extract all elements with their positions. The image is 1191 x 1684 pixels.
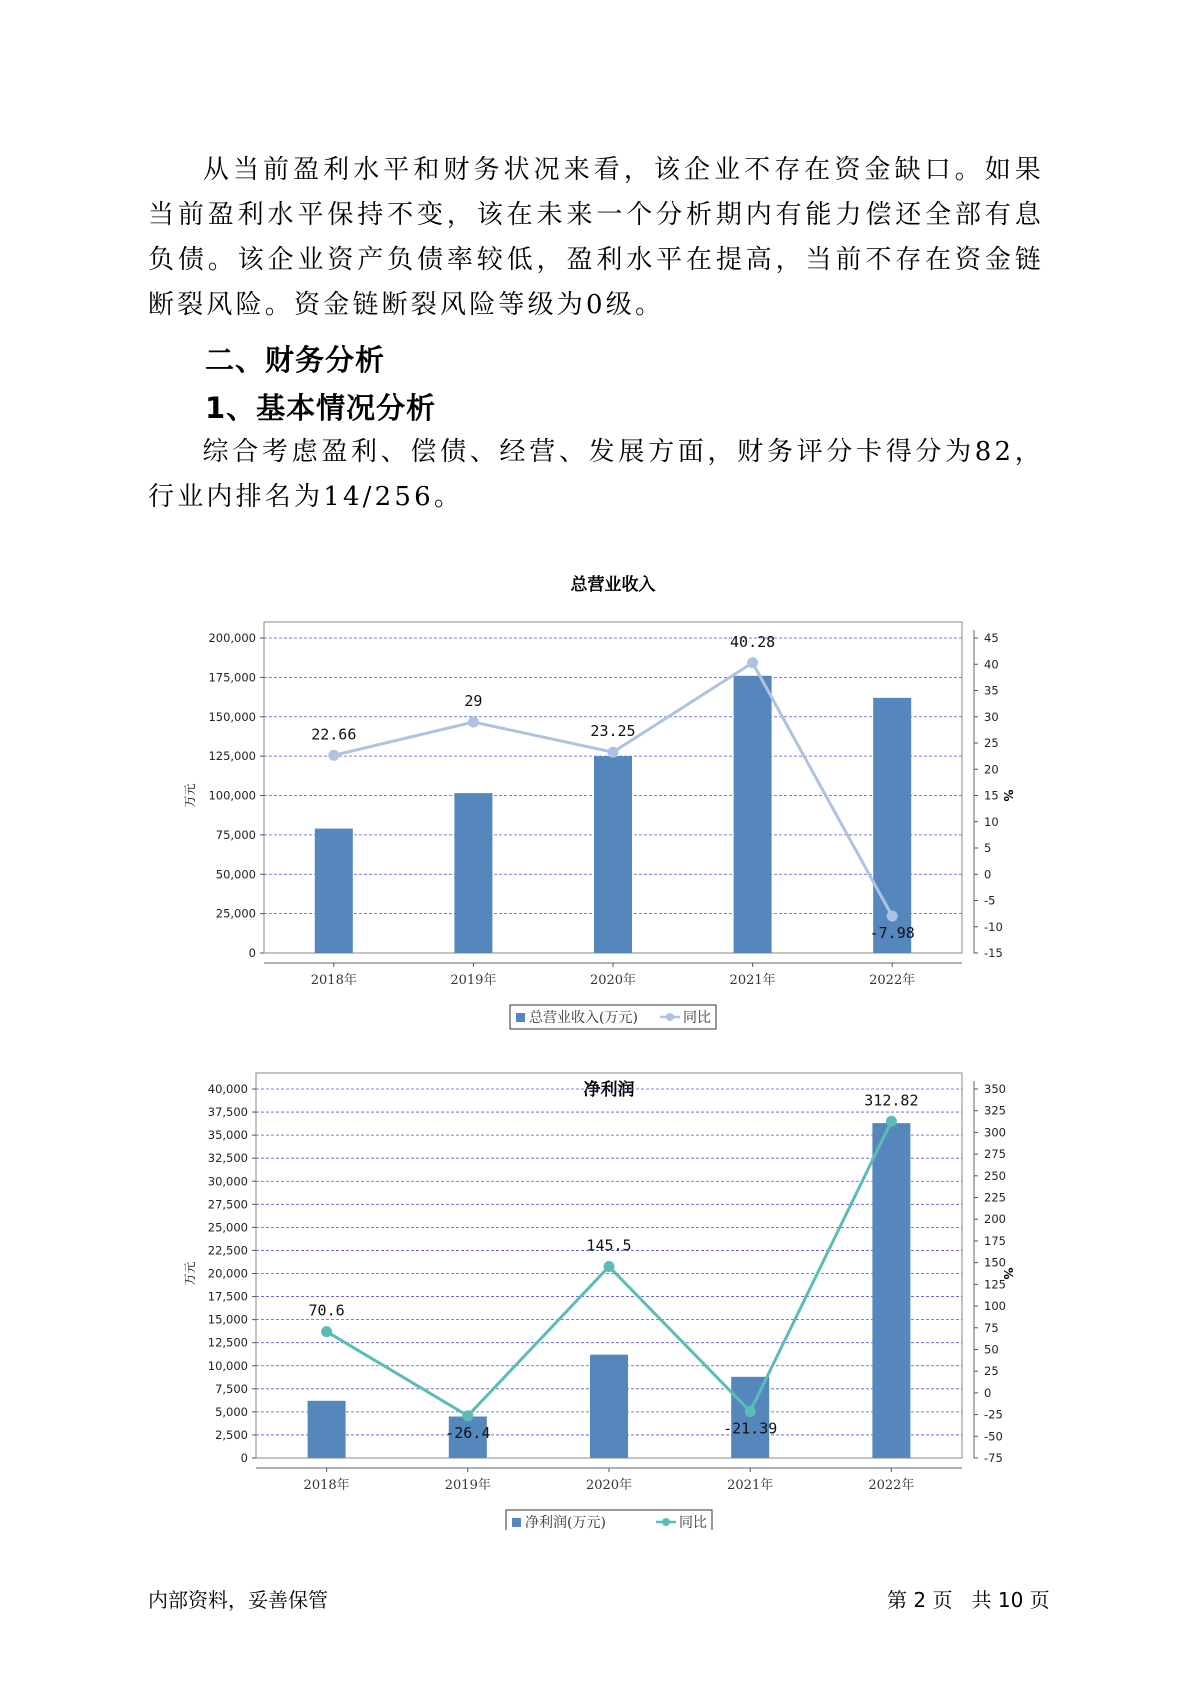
- data-label: -7.98: [869, 924, 915, 943]
- y2-tick-label: 25: [984, 736, 999, 750]
- y2-tick-label: 75: [984, 1320, 999, 1335]
- yoy-point: [887, 911, 898, 922]
- y-tick-label: 200,000: [208, 631, 256, 645]
- revenue-chart-svg: [0, 560, 1191, 1030]
- legend-bar-label: 总营业收入(万元): [529, 1010, 638, 1026]
- bar-2020年: [594, 756, 632, 953]
- paragraph-2-text: 综合考虑盈利、偿债、经营、发展方面，财务评分卡得分为82，行业内排名为14/256。: [148, 437, 1044, 512]
- y-tick-label: 35,000: [207, 1128, 248, 1143]
- yoy-point: [468, 717, 479, 728]
- y2-axis-title: %: [1001, 1267, 1015, 1280]
- y2-tick-label: 35: [984, 683, 999, 698]
- y-tick-label: 10,000: [207, 1358, 248, 1373]
- y-tick-label: 17,500: [207, 1289, 248, 1304]
- data-label: 70.6: [308, 1301, 345, 1320]
- y2-tick-label: 45: [984, 631, 999, 645]
- chart-title: 总营业收入: [570, 575, 656, 595]
- y-tick-label: 22,500: [207, 1243, 248, 1258]
- y-tick-label: 75,000: [215, 827, 256, 842]
- y-tick-label: 15,000: [207, 1312, 248, 1327]
- legend-bar-swatch: [516, 1013, 525, 1022]
- yoy-point: [604, 1261, 615, 1272]
- y2-tick-label: 150: [984, 1255, 1006, 1270]
- subsection-heading-basic-analysis: 1、基本情况分析: [205, 391, 437, 425]
- footer-confidential-note: 内部资料，妥善保管: [148, 1588, 328, 1612]
- y2-tick-label: -75: [984, 1451, 1003, 1465]
- paragraph-1-text: 从当前盈利水平和财务状况来看，该企业不存在资金缺口。如果当前盈利水平保持不变，该在未来一个分析期内有能力偿还全部有息负债。该企业资产负债率较低，盈利水平在提高，当前不存在资金链断裂风险。资金链断裂风险等级为0级。: [148, 155, 1044, 320]
- y-tick-label: 2,500: [215, 1427, 248, 1442]
- y2-tick-label: 125: [984, 1277, 1006, 1292]
- y2-tick-label: 200: [984, 1212, 1006, 1227]
- y-tick-label: 7,500: [215, 1381, 248, 1396]
- y2-tick-label: 250: [984, 1168, 1006, 1183]
- y2-tick-label: 10: [984, 814, 999, 829]
- legend-bar-label: 净利润(万元): [525, 1515, 606, 1530]
- y2-tick-label: 20: [984, 762, 999, 777]
- analysis-paragraph-2: [148, 430, 1044, 520]
- bar-2018年: [308, 1401, 346, 1458]
- net-profit-chart: [0, 1055, 1191, 1530]
- section-heading-financial-analysis: 二、财务分析: [205, 343, 386, 377]
- y-axis-title: 万元: [183, 1261, 197, 1286]
- legend-bar-swatch: [512, 1518, 521, 1527]
- x-tick-label: 2021年: [729, 973, 776, 988]
- y2-tick-label: 175: [984, 1233, 1006, 1248]
- y-tick-label: 150,000: [208, 709, 256, 724]
- x-tick-label: 2020年: [585, 1478, 633, 1493]
- chart-title: 净利润: [583, 1080, 635, 1100]
- yoy-point: [745, 1406, 756, 1417]
- bar-2022年: [872, 1123, 910, 1458]
- y-tick-label: 32,500: [207, 1151, 248, 1166]
- x-tick-label: 2019年: [444, 1478, 491, 1493]
- yoy-point: [886, 1116, 897, 1127]
- y-tick-label: 0: [240, 1451, 248, 1465]
- y-tick-label: 30,000: [207, 1174, 248, 1189]
- y2-tick-label: 225: [984, 1190, 1006, 1205]
- y2-tick-label: 5: [984, 841, 992, 855]
- y-tick-label: 20,000: [207, 1266, 248, 1281]
- y-axis-title: 万元: [183, 783, 197, 808]
- data-label: -26.4: [445, 1423, 491, 1442]
- x-tick-label: 2018年: [310, 973, 357, 988]
- y2-tick-label: 325: [984, 1103, 1006, 1118]
- y-tick-label: 12,500: [207, 1335, 248, 1350]
- revenue-chart: [0, 560, 1191, 1030]
- y2-tick-label: -15: [984, 946, 1003, 960]
- legend-line-marker: [662, 1518, 670, 1526]
- y2-tick-label: 25: [984, 1364, 999, 1379]
- x-tick-label: 2021年: [727, 1478, 774, 1493]
- y-tick-label: 27,500: [207, 1197, 248, 1212]
- y-tick-label: 100,000: [208, 788, 256, 803]
- data-label: 29: [464, 692, 483, 710]
- data-label: 312.82: [864, 1091, 919, 1110]
- yoy-point: [328, 750, 339, 761]
- y2-tick-label: 300: [984, 1125, 1006, 1140]
- yoy-point: [321, 1326, 332, 1337]
- data-label: -21.39: [723, 1419, 778, 1438]
- data-label: 23.25: [590, 722, 636, 741]
- y2-tick-label: 275: [984, 1147, 1006, 1162]
- x-tick-label: 2022年: [869, 973, 916, 988]
- legend-line-marker: [666, 1013, 674, 1021]
- y-tick-label: 175,000: [208, 670, 256, 685]
- x-tick-label: 2018年: [303, 1478, 350, 1493]
- x-tick-label: 2022年: [868, 1478, 915, 1493]
- y-tick-label: 125,000: [208, 749, 256, 764]
- y-tick-label: 5,000: [215, 1404, 248, 1419]
- legend-line-label: 同比: [683, 1010, 711, 1026]
- y2-tick-label: -25: [984, 1407, 1003, 1422]
- data-label: 40.28: [730, 632, 776, 651]
- bar-2021年: [731, 1377, 769, 1458]
- y2-tick-label: 40: [984, 657, 999, 672]
- y2-axis-title: %: [1001, 789, 1015, 802]
- y-tick-label: 37,500: [207, 1105, 248, 1120]
- y2-tick-label: -10: [984, 919, 1003, 934]
- y2-tick-label: -5: [984, 893, 996, 908]
- y-tick-label: 40,000: [207, 1082, 248, 1096]
- yoy-point: [608, 747, 619, 758]
- data-label: 145.5: [586, 1236, 632, 1255]
- y2-tick-label: 30: [984, 709, 999, 724]
- yoy-point: [747, 657, 758, 668]
- y2-tick-label: 0: [984, 867, 992, 882]
- bar-2021年: [734, 676, 772, 953]
- bar-2018年: [315, 829, 353, 953]
- data-label: 22.66: [311, 725, 357, 744]
- y2-tick-label: 350: [984, 1082, 1006, 1096]
- analysis-paragraph-1: [148, 148, 1044, 328]
- y2-tick-label: -50: [984, 1429, 1003, 1444]
- y2-tick-label: 50: [984, 1342, 999, 1357]
- net-profit-chart-svg: [0, 1055, 1191, 1530]
- y2-tick-label: 0: [984, 1385, 992, 1400]
- legend-line-label: 同比: [679, 1515, 707, 1530]
- y-tick-label: 25,000: [207, 1220, 248, 1235]
- bar-2020年: [590, 1355, 628, 1458]
- y2-tick-label: 100: [984, 1299, 1006, 1314]
- y-tick-label: 25,000: [215, 906, 256, 921]
- bar-2019年: [454, 793, 492, 953]
- y2-tick-label: 15: [984, 788, 999, 803]
- y-tick-label: 50,000: [215, 867, 256, 882]
- x-tick-label: 2020年: [589, 973, 637, 988]
- y-tick-label: 0: [248, 946, 256, 960]
- yoy-point: [462, 1410, 473, 1421]
- x-tick-label: 2019年: [450, 973, 497, 988]
- footer-page-number: 第 2 页 共 10 页: [887, 1588, 1050, 1612]
